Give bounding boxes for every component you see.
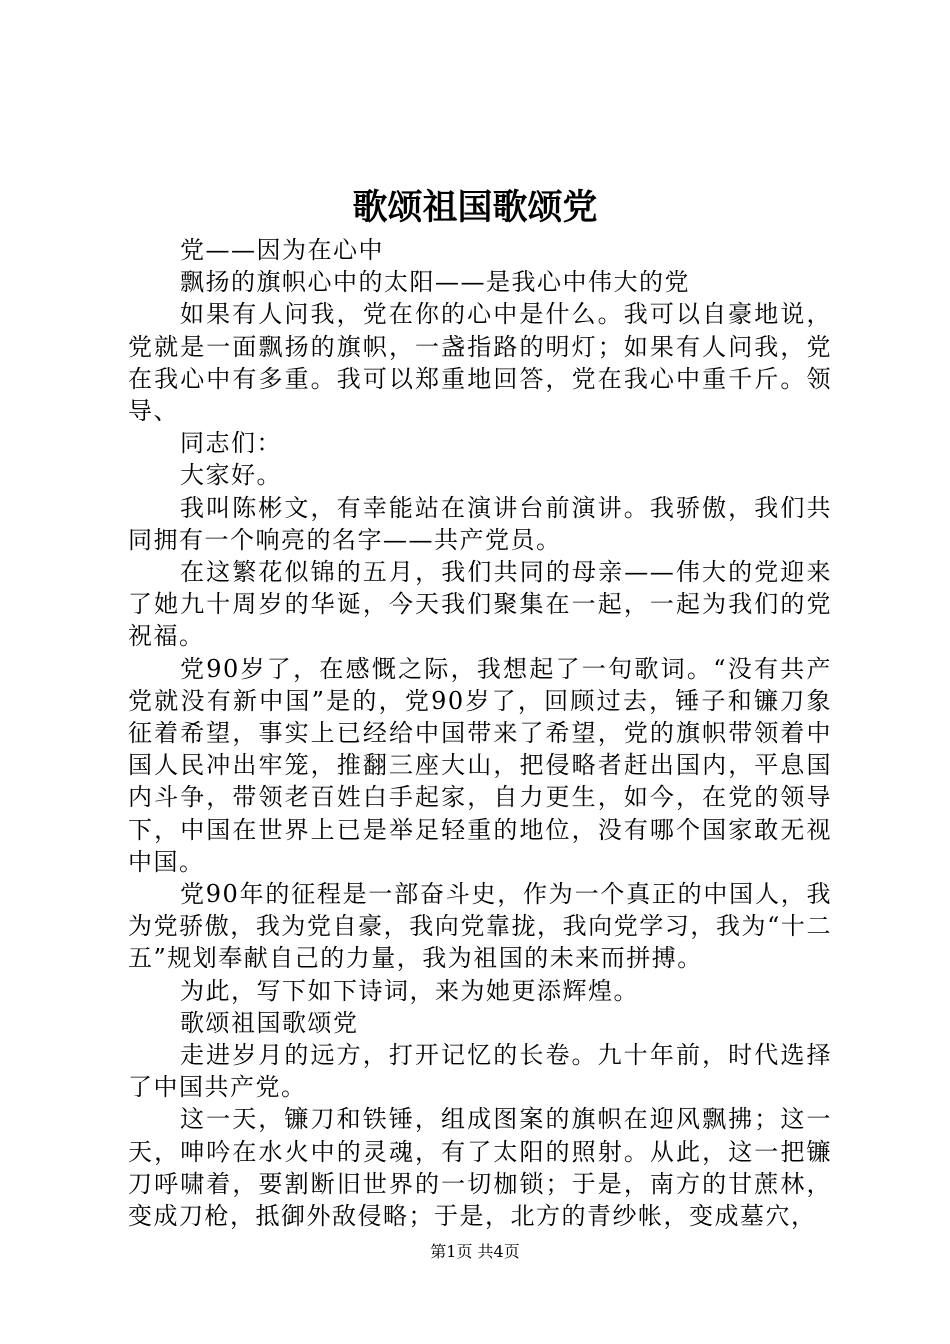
paragraph: 党90年的征程是一部奋斗史，作为一个真正的中国人，我为党骄傲，我为党自豪，我向党靠拢，我向党学习，我为“十二五”规划奉献自己的力量，我为祖国的未来而拼搏。 — [128, 880, 832, 973]
document-body — [128, 234, 832, 1232]
page-footer — [0, 1241, 950, 1263]
paragraph: 这一天，镰刀和铁锤，组成图案的旗帜在迎风飘拂；这一天，呻吟在水火中的灵魂，有了太阳的照射。从此，这一把镰刀呼啸着，要割断旧世界的一切枷锁；于是，南方的甘蔗林，变成刀枪，抵御外敌侵略；于是，北方的青纱帐，变成墓穴， — [128, 1105, 832, 1231]
paragraph: 如果有人问我，党在你的心中是什么。我可以自豪地说，党就是一面飘扬的旗帜，一盏指路的明灯；如果有人问我，党在我心中有多重。我可以郑重地回答，党在我心中重千斤。领导、 — [128, 300, 832, 426]
paragraph: 大家好。 — [180, 461, 282, 490]
paragraph: 在这繁花似锦的五月，我们共同的母亲——伟大的党迎来了她九十周岁的华诞，今天我们聚集在一起，一起为我们的党祝福。 — [128, 558, 832, 651]
page-number: 第1页 共4页 — [430, 1242, 520, 1261]
paragraph: 我叫陈彬文，有幸能站在演讲台前演讲。我骄傲，我们共同拥有一个响亮的名字——共产党员。 — [128, 493, 832, 554]
paragraph: 同志们： — [180, 429, 282, 458]
document-title: 歌颂祖国歌颂党 — [352, 187, 598, 228]
paragraph: 飘扬的旗帜心中的太阳——是我心中伟大的党 — [180, 268, 690, 297]
paragraph: 为此，写下如下诗词，来为她更添辉煌。 — [180, 976, 639, 1005]
paragraph: 走进岁月的远方，打开记忆的长卷。九十年前，时代选择了中国共产党。 — [128, 1041, 832, 1102]
paragraph: 歌颂祖国歌颂党 — [180, 1008, 359, 1037]
paragraph: 党90岁了，在感慨之际，我想起了一句歌词。“没有共产党就没有新中国”是的，党90岁了，回顾过去，锤子和镰刀象征着希望，事实上已经给中国带来了希望，党的旗帜带领着中国人民冲出牢笼，推翻三座大山，把侵略者赶出国内，平息国内斗争，带领老百姓白手起家，自力更生，如今，在党的领导下，中国在世界上已是举足轻重的地位，没有哪个国家敢无视中国。 — [128, 654, 832, 876]
paragraph: 党——因为在心中 — [180, 236, 384, 264]
